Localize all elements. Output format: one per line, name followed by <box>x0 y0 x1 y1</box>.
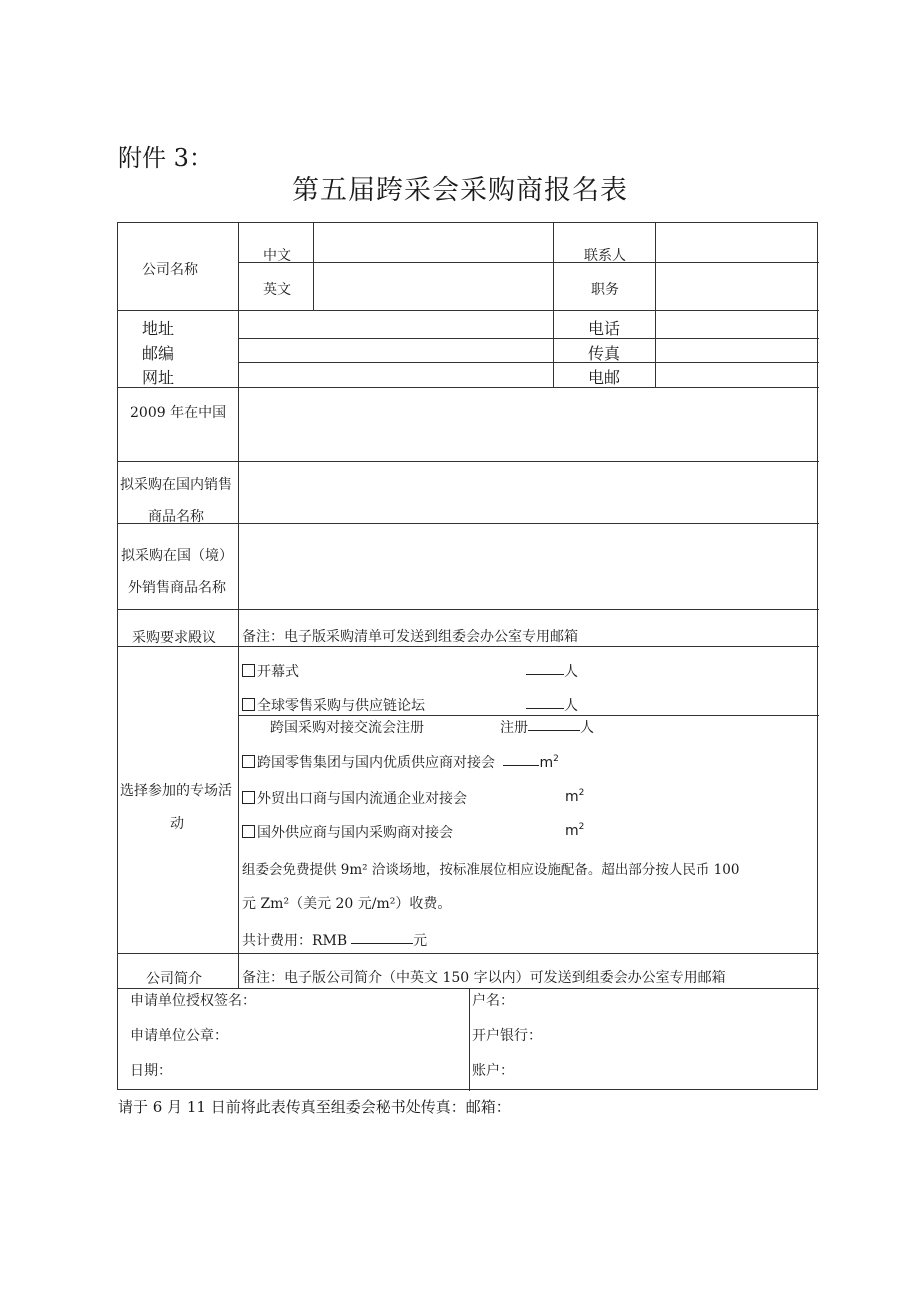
phone-label: 电话 <box>588 319 621 338</box>
area-exponent: 2 <box>553 754 559 764</box>
export-matchmaking-checkbox[interactable] <box>242 791 255 804</box>
opening-count <box>526 661 578 681</box>
area-exponent: 2 <box>578 822 585 832</box>
retail-matchmaking-option[interactable] <box>242 752 559 772</box>
english-label: 英文 <box>263 282 291 298</box>
row-divider <box>238 715 819 716</box>
col-divider <box>469 988 470 1091</box>
export-matchmaking-label: 外贸出口商与国内流通企业对接会 <box>257 791 467 807</box>
venue-note-line2: 元 Zm²（美元 20 元/m²）收费。 <box>242 896 452 912</box>
signature-label: 申请单位授权签名： <box>130 993 256 1009</box>
opening-option[interactable] <box>242 661 299 681</box>
registration-count <box>500 717 594 737</box>
row-divider <box>118 646 819 647</box>
row-divider <box>118 609 819 610</box>
china-2009-label: 2009 年在中国 <box>130 405 227 421</box>
col-divider <box>238 223 239 988</box>
row-divider <box>118 461 819 462</box>
registration-title: 跨国采购对接交流会注册 <box>270 720 424 736</box>
person-unit: 人 <box>580 720 594 736</box>
venue-note-line1: 组委会免费提供 9m² 洽谈场地，按标准展位相应设施配备。超出部分按人民币 100 <box>242 862 740 878</box>
forum-label: 全球零售采购与供应链论坛 <box>257 698 425 714</box>
domestic-goods-label: 拟采购在国内销售 <box>120 477 232 493</box>
website-label: 网址 <box>142 368 175 387</box>
row-divider <box>238 338 819 339</box>
registration-form <box>117 222 818 1090</box>
company-name-label: 公司名称 <box>142 262 198 278</box>
area-unit: m <box>539 755 554 771</box>
col-divider <box>655 223 656 387</box>
row-divider <box>118 310 819 311</box>
registration-count-blank[interactable] <box>528 729 580 731</box>
chinese-label: 中文 <box>263 248 291 264</box>
area-unit: m <box>565 823 579 839</box>
row-divider <box>118 953 819 954</box>
activities-label: 选择参加的专场活 <box>120 783 232 799</box>
domestic-goods-label-2: 商品名称 <box>148 509 204 525</box>
area-unit: m <box>565 789 579 805</box>
foreign-supplier-option[interactable] <box>242 822 453 842</box>
attachment-label: 附件 3： <box>118 144 213 172</box>
purchase-req-note: 备注：电子版采购清单可发送到组委会办公室专用邮箱 <box>242 629 578 645</box>
date-label: 日期： <box>130 1063 172 1079</box>
page-title: 第五届跨采会采购商报名表 <box>292 175 628 206</box>
bank-label: 开户银行： <box>472 1028 542 1044</box>
foreign-area-unit <box>565 822 584 839</box>
opening-checkbox[interactable] <box>242 664 255 677</box>
activities-label-2: 动 <box>170 816 184 832</box>
opening-label: 开幕式 <box>257 664 299 680</box>
purchase-req-label: 采购要求殿议 <box>132 630 216 646</box>
retail-matchmaking-checkbox[interactable] <box>242 755 255 768</box>
position-label: 职务 <box>591 282 619 298</box>
total-cost <box>242 930 427 950</box>
address-label: 地址 <box>142 319 175 338</box>
total-blank[interactable] <box>351 942 413 944</box>
postcode-label: 邮编 <box>142 344 175 363</box>
area-exponent: 2 <box>578 788 585 798</box>
fax-label: 传真 <box>588 344 621 363</box>
contact-label: 联系人 <box>584 248 626 264</box>
footer-note: 请于 6 月 11 日前将此表传真至组委会秘书处传真：邮箱： <box>118 1098 511 1116</box>
forum-option[interactable] <box>242 695 425 715</box>
person-unit: 人 <box>564 664 578 680</box>
retail-matchmaking-label: 跨国零售集团与国内优质供应商对接会 <box>257 755 495 771</box>
company-intro-note: 备注：电子版公司简介（中英文 150 字以内）可发送到组委会办公室专用邮箱 <box>242 970 726 986</box>
col-divider <box>313 223 314 310</box>
forum-count <box>526 695 578 715</box>
row-divider <box>238 362 819 363</box>
forum-count-blank[interactable] <box>526 707 564 709</box>
export-area-unit <box>565 788 584 805</box>
foreign-supplier-checkbox[interactable] <box>242 825 255 838</box>
foreign-supplier-label: 国外供应商与国内采购商对接会 <box>257 825 453 841</box>
overseas-goods-label: 拟采购在国（境） <box>121 548 233 564</box>
person-unit: 人 <box>564 698 578 714</box>
account-name-label: 户名： <box>472 993 514 1009</box>
overseas-goods-label-2: 外销售商品名称 <box>128 580 226 596</box>
total-unit: 元 <box>413 933 428 949</box>
company-intro-label: 公司简介 <box>146 971 202 987</box>
opening-count-blank[interactable] <box>526 673 564 675</box>
row-divider <box>118 523 819 524</box>
registration-label: 注册 <box>500 720 528 736</box>
retail-area-blank[interactable] <box>503 764 539 766</box>
forum-checkbox[interactable] <box>242 698 255 711</box>
seal-label: 申请单位公章： <box>130 1028 228 1044</box>
account-label: 账户： <box>472 1063 514 1079</box>
total-label: 共计费用：RMB <box>242 933 348 949</box>
export-matchmaking-option[interactable] <box>242 788 467 808</box>
row-divider <box>238 262 819 263</box>
row-divider <box>118 387 819 388</box>
email-label: 电邮 <box>588 368 621 387</box>
col-divider <box>553 223 554 387</box>
